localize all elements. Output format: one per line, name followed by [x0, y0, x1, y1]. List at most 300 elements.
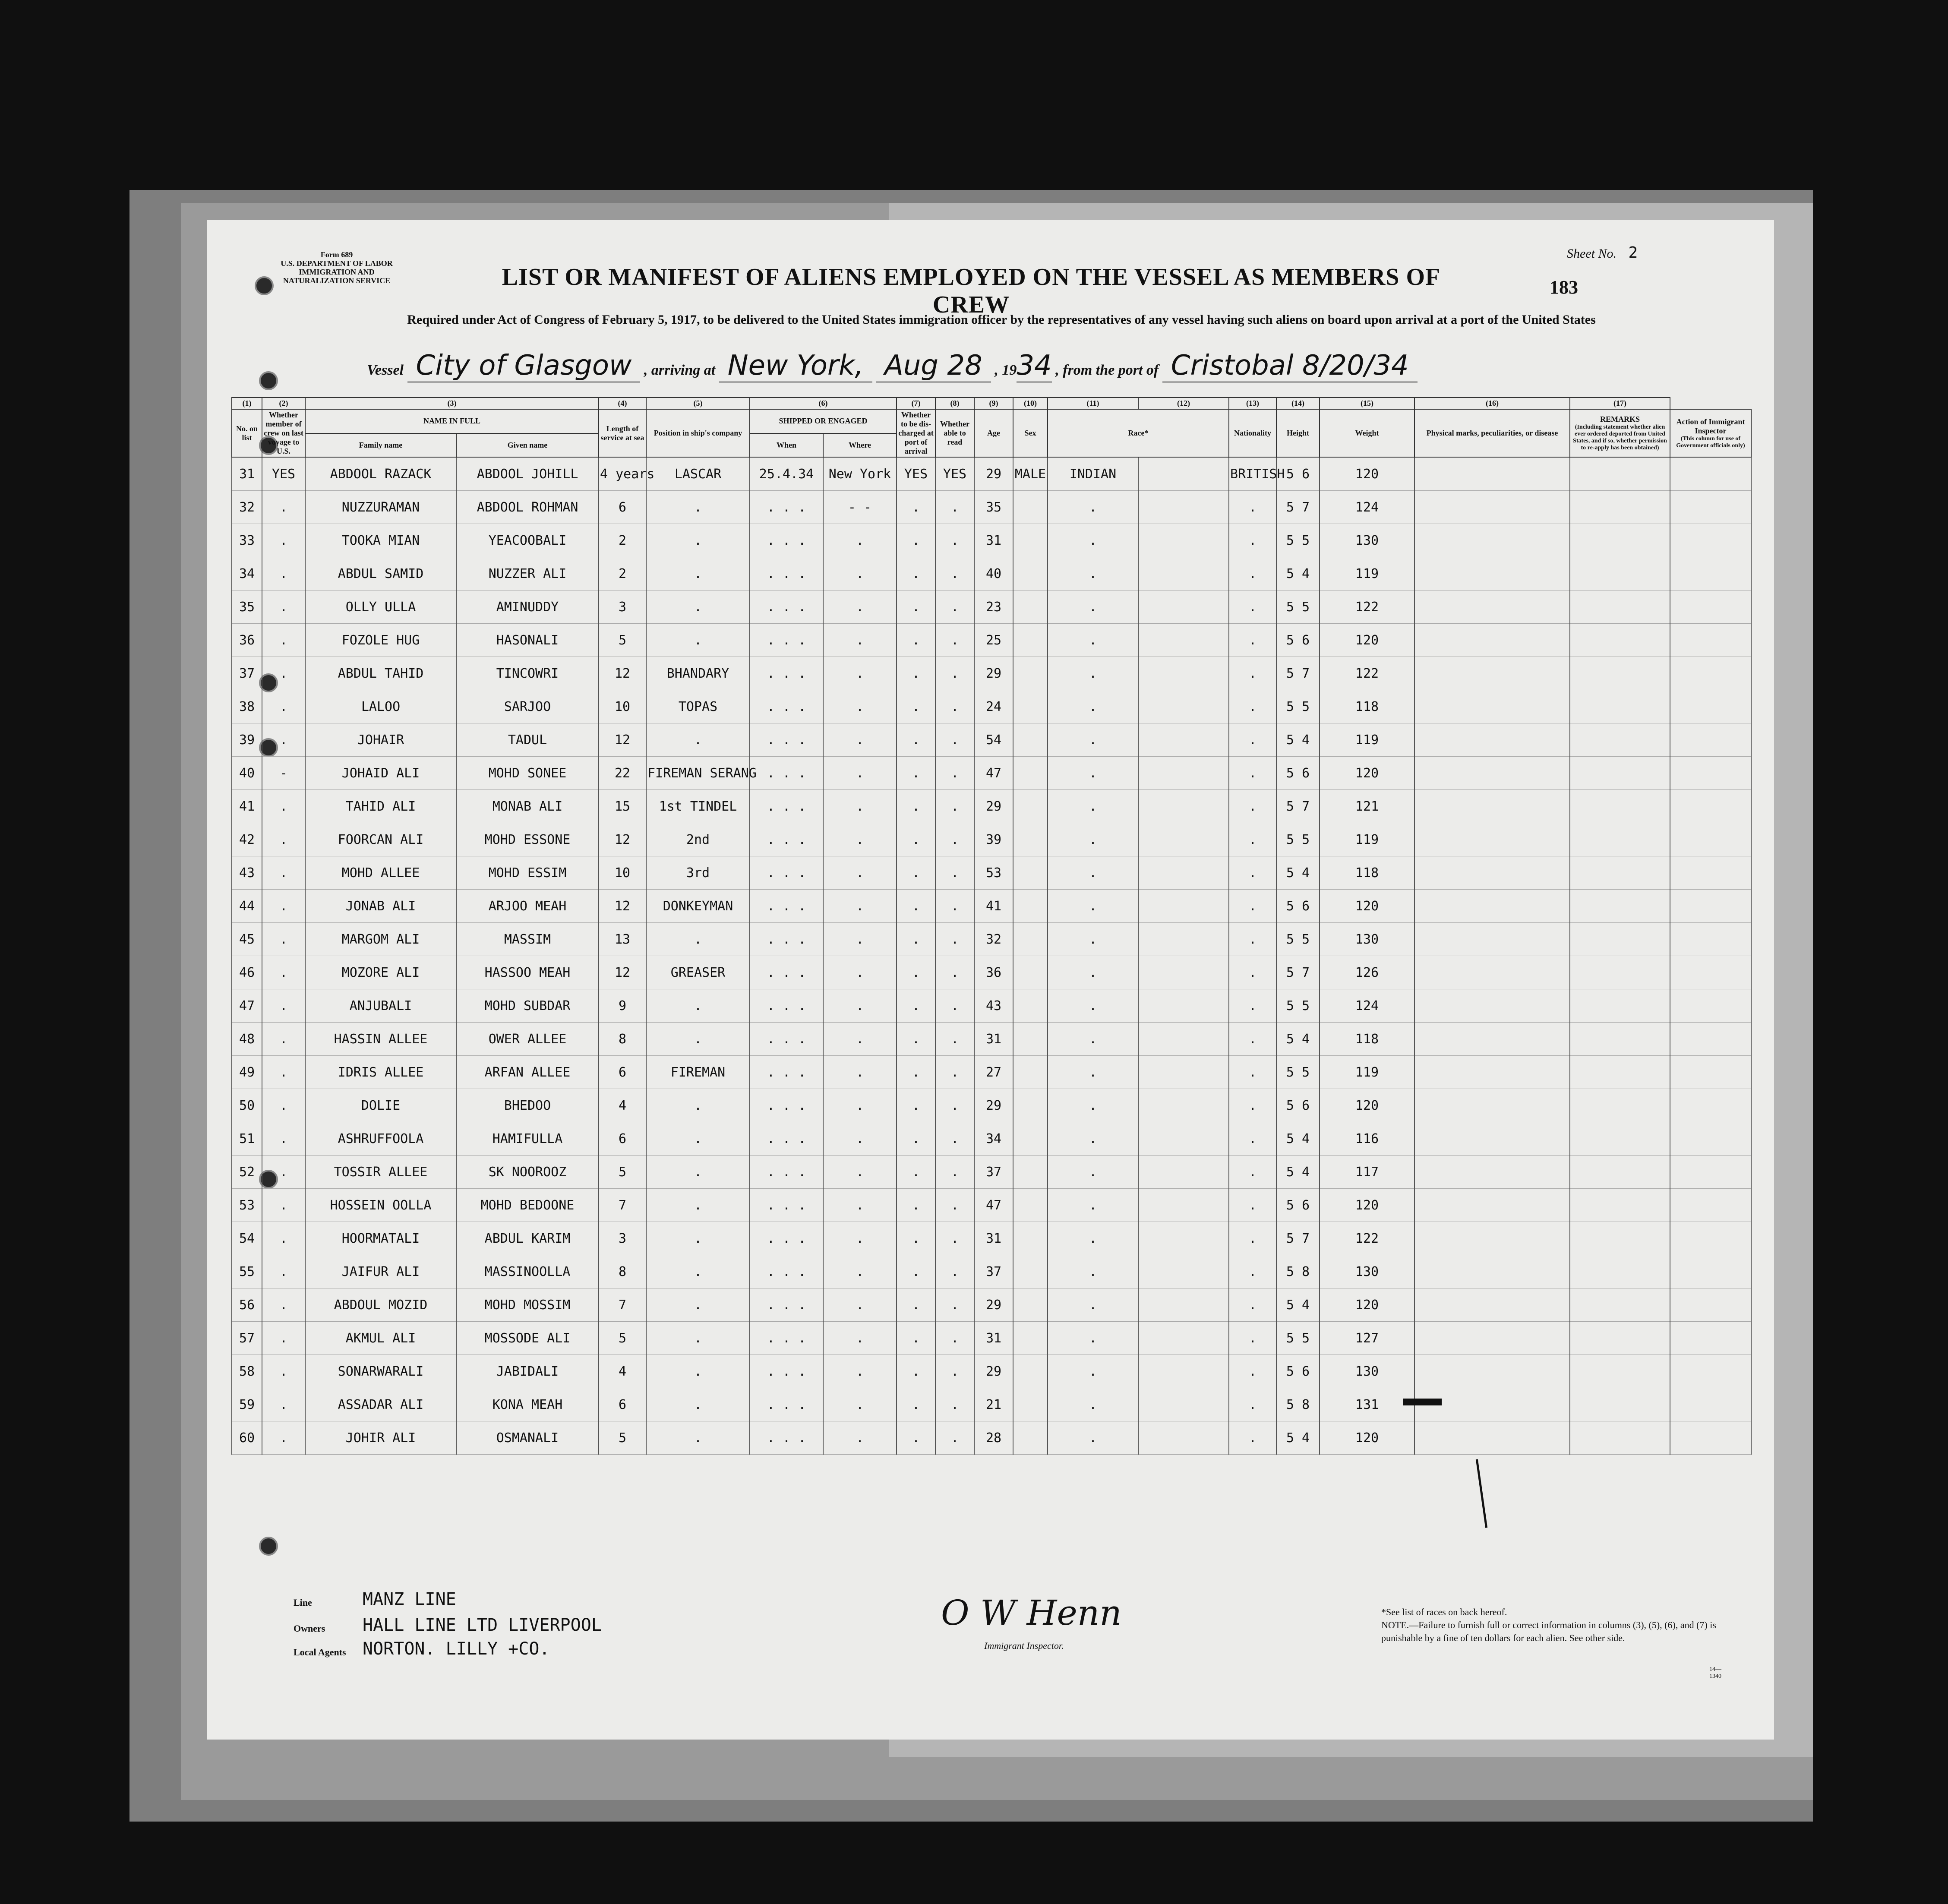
- shipped-where: .: [823, 1089, 897, 1122]
- nationality: .: [1229, 1189, 1276, 1222]
- able-read: .: [935, 923, 974, 956]
- member-flag: .: [262, 1222, 305, 1255]
- able-read: .: [935, 790, 974, 823]
- sheet-number-value: 2: [1628, 244, 1638, 262]
- table-row: [232, 1056, 1751, 1089]
- shipped-where: .: [823, 989, 897, 1023]
- family-name: TOSSIR ALLEE: [305, 1156, 456, 1189]
- race-extra: [1138, 923, 1229, 956]
- height: 5 6: [1276, 1189, 1320, 1222]
- remarks: [1570, 1189, 1670, 1222]
- position: .: [646, 1255, 750, 1288]
- race: .: [1048, 923, 1138, 956]
- able-read: .: [935, 1355, 974, 1388]
- shipped-when: . . .: [750, 1355, 823, 1388]
- row-number: 47: [232, 989, 262, 1023]
- given-name: SK NOOROOZ: [456, 1156, 599, 1189]
- row-number: 32: [232, 491, 262, 524]
- discharged: .: [897, 923, 935, 956]
- weight: 130: [1320, 1355, 1414, 1388]
- inspector-action: [1670, 657, 1751, 690]
- height: 5 5: [1276, 923, 1320, 956]
- weight: 126: [1320, 956, 1414, 989]
- sex: [1013, 790, 1048, 823]
- nationality: .: [1229, 491, 1276, 524]
- member-flag: .: [262, 1421, 305, 1455]
- race-extra: [1138, 690, 1229, 723]
- member-flag: .: [262, 890, 305, 923]
- member-flag: .: [262, 1255, 305, 1288]
- weight: 117: [1320, 1156, 1414, 1189]
- shipped-when: . . .: [750, 1156, 823, 1189]
- sex: [1013, 557, 1048, 590]
- remarks: [1570, 1023, 1670, 1056]
- row-number: 52: [232, 1156, 262, 1189]
- table-row: [232, 923, 1751, 956]
- shipped-when: 25.4.34: [750, 457, 823, 491]
- physical-marks: [1414, 757, 1570, 790]
- discharged: .: [897, 1388, 935, 1421]
- given-name: ABDOOL JOHILL: [456, 457, 599, 491]
- shipped-where: .: [823, 790, 897, 823]
- shipped-where: .: [823, 1189, 897, 1222]
- row-number: 58: [232, 1355, 262, 1388]
- given-name: MASSIM: [456, 923, 599, 956]
- physical-marks: [1414, 557, 1570, 590]
- table-row: [232, 823, 1751, 856]
- sex: [1013, 757, 1048, 790]
- shipped-where: .: [823, 1388, 897, 1421]
- nationality: .: [1229, 723, 1276, 757]
- race: .: [1048, 1122, 1138, 1156]
- col-num: (9): [974, 398, 1013, 409]
- physical-marks: [1414, 1189, 1570, 1222]
- inspector-action: [1670, 856, 1751, 890]
- inspector-action: [1670, 1222, 1751, 1255]
- nationality: .: [1229, 590, 1276, 624]
- shipped-where: .: [823, 557, 897, 590]
- row-number: 34: [232, 557, 262, 590]
- col-num: (16): [1414, 398, 1570, 409]
- shipped-when: . . .: [750, 856, 823, 890]
- member-flag: YES: [262, 457, 305, 491]
- header-nationality: Nationality: [1229, 409, 1276, 457]
- position: FIREMAN SERANG: [646, 757, 750, 790]
- able-read: .: [935, 657, 974, 690]
- discharged: .: [897, 956, 935, 989]
- member-flag: .: [262, 1089, 305, 1122]
- line-value: MANZ LINE: [363, 1589, 456, 1609]
- length-service: 12: [599, 823, 646, 856]
- race-extra: [1138, 790, 1229, 823]
- inspector-signature: O W Henn: [941, 1593, 1122, 1633]
- family-name: DOLIE: [305, 1089, 456, 1122]
- nationality: .: [1229, 690, 1276, 723]
- member-flag: .: [262, 823, 305, 856]
- owners-label: Owners: [294, 1623, 325, 1634]
- member-flag: .: [262, 557, 305, 590]
- length-service: 6: [599, 1122, 646, 1156]
- family-name: HOORMATALI: [305, 1222, 456, 1255]
- row-number: 31: [232, 457, 262, 491]
- weight: 127: [1320, 1322, 1414, 1355]
- able-read: .: [935, 757, 974, 790]
- remarks: [1570, 1421, 1670, 1455]
- shipped-when: . . .: [750, 590, 823, 624]
- length-service: 8: [599, 1255, 646, 1288]
- shipped-where: .: [823, 823, 897, 856]
- inspector-action: [1670, 757, 1751, 790]
- discharged: .: [897, 557, 935, 590]
- nationality: .: [1229, 757, 1276, 790]
- weight: 120: [1320, 1089, 1414, 1122]
- position: 2nd: [646, 823, 750, 856]
- race-extra: [1138, 1189, 1229, 1222]
- remarks: [1570, 1089, 1670, 1122]
- able-read: .: [935, 1023, 974, 1056]
- family-name: HOSSEIN OOLLA: [305, 1189, 456, 1222]
- shipped-when: . . .: [750, 1322, 823, 1355]
- position: .: [646, 1156, 750, 1189]
- sex: [1013, 723, 1048, 757]
- sex: [1013, 524, 1048, 557]
- discharged: .: [897, 1255, 935, 1288]
- header-weight: Weight: [1320, 409, 1414, 457]
- member-flag: .: [262, 923, 305, 956]
- position: .: [646, 1355, 750, 1388]
- physical-marks: [1414, 690, 1570, 723]
- discharged: .: [897, 1189, 935, 1222]
- age: 31: [974, 1322, 1013, 1355]
- nationality: .: [1229, 1089, 1276, 1122]
- race: .: [1048, 590, 1138, 624]
- owners-field: [294, 1615, 602, 1635]
- sex: [1013, 657, 1048, 690]
- shipped-when: . . .: [750, 1288, 823, 1322]
- table-row: [232, 856, 1751, 890]
- physical-marks: [1414, 524, 1570, 557]
- arrival-year: 34: [1017, 350, 1052, 382]
- sex: [1013, 1255, 1048, 1288]
- discharged: .: [897, 1122, 935, 1156]
- member-flag: .: [262, 723, 305, 757]
- race: INDIAN: [1048, 457, 1138, 491]
- row-number: 57: [232, 1322, 262, 1355]
- position: .: [646, 1322, 750, 1355]
- shipped-where: .: [823, 856, 897, 890]
- table-row: [232, 1255, 1751, 1288]
- age: 31: [974, 524, 1013, 557]
- family-name: FOORCAN ALI: [305, 823, 456, 856]
- crew-rows: [232, 457, 1751, 1455]
- position: .: [646, 1189, 750, 1222]
- remarks: [1570, 1388, 1670, 1421]
- col-num: (17): [1570, 398, 1670, 409]
- age: 35: [974, 491, 1013, 524]
- able-read: .: [935, 1222, 974, 1255]
- height: 5 5: [1276, 690, 1320, 723]
- given-name: HASONALI: [456, 624, 599, 657]
- physical-marks: [1414, 624, 1570, 657]
- age: 31: [974, 1023, 1013, 1056]
- physical-marks: [1414, 1322, 1570, 1355]
- inspector-label: Immigrant Inspector.: [984, 1640, 1064, 1651]
- inspector-action: [1670, 823, 1751, 856]
- given-name: MOHD ESSIM: [456, 856, 599, 890]
- height: 5 6: [1276, 1355, 1320, 1388]
- shipped-when: . . .: [750, 1255, 823, 1288]
- race: .: [1048, 1189, 1138, 1222]
- weight: 121: [1320, 790, 1414, 823]
- table-row: [232, 1421, 1751, 1455]
- remarks: [1570, 624, 1670, 657]
- row-number: 37: [232, 657, 262, 690]
- weight: 120: [1320, 1189, 1414, 1222]
- discharged: .: [897, 1322, 935, 1355]
- age: 29: [974, 1288, 1013, 1322]
- family-name: HASSIN ALLEE: [305, 1023, 456, 1056]
- shipped-where: .: [823, 1255, 897, 1288]
- length-service: 15: [599, 790, 646, 823]
- length-service: 10: [599, 690, 646, 723]
- weight: 124: [1320, 491, 1414, 524]
- punch-hole-icon: [255, 276, 274, 295]
- inspector-action: [1670, 1255, 1751, 1288]
- header-height: Height: [1276, 409, 1320, 457]
- able-read: .: [935, 1255, 974, 1288]
- given-name: MONAB ALI: [456, 790, 599, 823]
- member-flag: .: [262, 1156, 305, 1189]
- able-read: .: [935, 890, 974, 923]
- able-read: .: [935, 624, 974, 657]
- nationality: .: [1229, 1156, 1276, 1189]
- shipped-where: .: [823, 1122, 897, 1156]
- sex: [1013, 1355, 1048, 1388]
- inspector-action: [1670, 624, 1751, 657]
- discharged: .: [897, 657, 935, 690]
- punch-hole-icon: [259, 371, 278, 390]
- discharged: .: [897, 491, 935, 524]
- inspector-action: [1670, 524, 1751, 557]
- race: .: [1048, 690, 1138, 723]
- given-name: JABIDALI: [456, 1355, 599, 1388]
- inspector-action: [1670, 590, 1751, 624]
- length-service: 2: [599, 524, 646, 557]
- age: 37: [974, 1156, 1013, 1189]
- physical-marks: [1414, 890, 1570, 923]
- able-read: .: [935, 723, 974, 757]
- header-physical-marks: Physical marks, peculiarities, or disease: [1414, 409, 1570, 457]
- sex: [1013, 923, 1048, 956]
- shipped-when: . . .: [750, 923, 823, 956]
- shipped-where: .: [823, 657, 897, 690]
- ink-mark: [1403, 1399, 1442, 1405]
- member-flag: .: [262, 524, 305, 557]
- height: 5 6: [1276, 890, 1320, 923]
- sex: [1013, 1288, 1048, 1322]
- race-extra: [1138, 1122, 1229, 1156]
- shipped-when: . . .: [750, 1089, 823, 1122]
- age: 47: [974, 1189, 1013, 1222]
- race-extra: [1138, 1288, 1229, 1322]
- row-number: 41: [232, 790, 262, 823]
- race-extra: [1138, 524, 1229, 557]
- line-label: Line: [294, 1597, 312, 1608]
- sex: [1013, 1122, 1048, 1156]
- shipped-where: .: [823, 1322, 897, 1355]
- family-name: LALOO: [305, 690, 456, 723]
- inspector-action: [1670, 690, 1751, 723]
- table-row: [232, 1222, 1751, 1255]
- position: .: [646, 1288, 750, 1322]
- shipped-where: - -: [823, 491, 897, 524]
- shipped-where: .: [823, 723, 897, 757]
- position: 3rd: [646, 856, 750, 890]
- weight: 116: [1320, 1122, 1414, 1156]
- remarks: [1570, 1322, 1670, 1355]
- physical-marks: [1414, 1355, 1570, 1388]
- table-row: [232, 1189, 1751, 1222]
- header-where: Where: [823, 433, 897, 458]
- race-extra: [1138, 1089, 1229, 1122]
- able-read: .: [935, 1388, 974, 1421]
- member-flag: .: [262, 690, 305, 723]
- weight: 119: [1320, 823, 1414, 856]
- age: 29: [974, 1089, 1013, 1122]
- length-service: 2: [599, 557, 646, 590]
- height: 5 4: [1276, 1023, 1320, 1056]
- length-service: 12: [599, 956, 646, 989]
- col-num: (7): [897, 398, 935, 409]
- discharged: .: [897, 1421, 935, 1455]
- table-row: [232, 624, 1751, 657]
- inspector-action: [1670, 557, 1751, 590]
- col-num: (10): [1013, 398, 1048, 409]
- row-number: 48: [232, 1023, 262, 1056]
- shipped-when: . . .: [750, 491, 823, 524]
- height: 5 7: [1276, 657, 1320, 690]
- physical-marks: [1414, 856, 1570, 890]
- given-name: MOHD SUBDAR: [456, 989, 599, 1023]
- age: 41: [974, 890, 1013, 923]
- header-action: [1670, 409, 1751, 457]
- length-service: 7: [599, 1189, 646, 1222]
- age: 21: [974, 1388, 1013, 1421]
- remarks: [1570, 690, 1670, 723]
- position: .: [646, 1222, 750, 1255]
- shipped-where: .: [823, 624, 897, 657]
- physical-marks: [1414, 1255, 1570, 1288]
- family-name: SONARWARALI: [305, 1355, 456, 1388]
- nationality: .: [1229, 1023, 1276, 1056]
- race: .: [1048, 823, 1138, 856]
- nationality: .: [1229, 989, 1276, 1023]
- weight: 122: [1320, 1222, 1414, 1255]
- row-number: 51: [232, 1122, 262, 1156]
- sheet-number: [1567, 244, 1638, 262]
- header-sex: Sex: [1013, 409, 1048, 457]
- arrival-date: Aug 28: [876, 350, 991, 382]
- discharged: YES: [897, 457, 935, 491]
- given-name: MOHD BEDOONE: [456, 1189, 599, 1222]
- sex: [1013, 1222, 1048, 1255]
- race-extra: [1138, 457, 1229, 491]
- family-name: ABDUL SAMID: [305, 557, 456, 590]
- table-row: [232, 890, 1751, 923]
- weight: 120: [1320, 624, 1414, 657]
- row-number: 40: [232, 757, 262, 790]
- length-service: 7: [599, 1288, 646, 1322]
- sex: [1013, 823, 1048, 856]
- col-num: (15): [1320, 398, 1414, 409]
- member-flag: .: [262, 1355, 305, 1388]
- height: 5 5: [1276, 823, 1320, 856]
- discharged: .: [897, 1355, 935, 1388]
- row-number: 42: [232, 823, 262, 856]
- weight: 131: [1320, 1388, 1414, 1421]
- race: .: [1048, 1156, 1138, 1189]
- physical-marks: [1414, 989, 1570, 1023]
- physical-marks: [1414, 956, 1570, 989]
- length-service: 5: [599, 1156, 646, 1189]
- row-number: 56: [232, 1288, 262, 1322]
- discharged: .: [897, 524, 935, 557]
- shipped-when: . . .: [750, 723, 823, 757]
- race: .: [1048, 723, 1138, 757]
- col-num: (1): [232, 398, 262, 409]
- family-name: MOZORE ALI: [305, 956, 456, 989]
- remarks: [1570, 1222, 1670, 1255]
- remarks: [1570, 890, 1670, 923]
- shipped-when: . . .: [750, 624, 823, 657]
- height: 5 7: [1276, 790, 1320, 823]
- shipped-where: .: [823, 590, 897, 624]
- shipped-when: . . .: [750, 690, 823, 723]
- family-name: ABDOUL MOZID: [305, 1288, 456, 1322]
- discharged: .: [897, 690, 935, 723]
- discharged: .: [897, 1288, 935, 1322]
- length-service: 4: [599, 1089, 646, 1122]
- able-read: .: [935, 956, 974, 989]
- row-number: 49: [232, 1056, 262, 1089]
- physical-marks: [1414, 457, 1570, 491]
- able-read: .: [935, 690, 974, 723]
- weight: 120: [1320, 890, 1414, 923]
- member-flag: .: [262, 657, 305, 690]
- header-name-in-full: NAME IN FULL: [305, 409, 599, 433]
- race-extra: [1138, 856, 1229, 890]
- able-read: .: [935, 1189, 974, 1222]
- action-note: (This column for use of Government officials only): [1676, 435, 1745, 449]
- length-service: 9: [599, 989, 646, 1023]
- inspector-action: [1670, 457, 1751, 491]
- member-flag: .: [262, 491, 305, 524]
- age: 43: [974, 989, 1013, 1023]
- sex: [1013, 624, 1048, 657]
- discharged: .: [897, 890, 935, 923]
- weight: 120: [1320, 1421, 1414, 1455]
- race: .: [1048, 1421, 1138, 1455]
- table-row: [232, 690, 1751, 723]
- sex: [1013, 690, 1048, 723]
- remarks-title: REMARKS: [1600, 415, 1640, 423]
- inspector-action: [1670, 890, 1751, 923]
- remarks: [1570, 1288, 1670, 1322]
- given-name: MOHD MOSSIM: [456, 1288, 599, 1322]
- family-name: ASHRUFFOOLA: [305, 1122, 456, 1156]
- year-prefix: , 19: [995, 362, 1017, 378]
- shipped-when: . . .: [750, 989, 823, 1023]
